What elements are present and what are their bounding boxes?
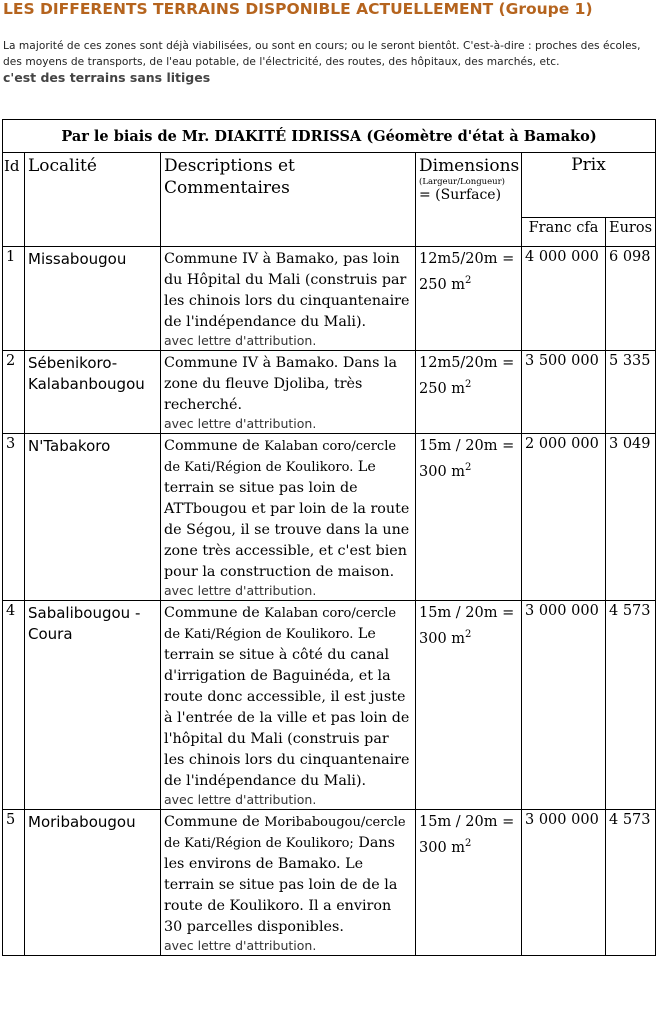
desc-location: Moribabougou/cercle de Kati/Région de Koulikoro; xyxy=(164,815,406,851)
dimensions-value: 12m5/20m = xyxy=(419,355,515,371)
desc-main: Dans les environs de Bamako. Le terrain se situe pas loin de de la route de Koulikoro. Il a environ 30 parcelles disponibles. xyxy=(164,835,398,935)
page-title: LES DIFFERENTS TERRAINS DISPONIBLE ACTUELLEMENT (Groupe 1) xyxy=(3,0,593,18)
header-id: Id xyxy=(3,153,25,247)
dimensions-value: 15m / 20m = xyxy=(419,605,515,621)
row-locality: Moribabougou xyxy=(25,810,161,956)
surface-exponent: 2 xyxy=(465,379,472,390)
desc-main: Commune IV à Bamako, pas loin du Hôpital du Mali (construis par les chinois lors du cinquantenaire de l'indépendance du Mali). xyxy=(164,251,410,330)
land-listing-table xyxy=(2,119,656,956)
row-price-eur: 6 098 xyxy=(606,247,656,351)
surface-exponent: 2 xyxy=(465,629,472,640)
dimensions-value: 15m / 20m = xyxy=(419,814,515,830)
header-dimensions-sub: (Largeur/Longueur) xyxy=(419,177,506,187)
attribution-note: avec lettre d'attribution. xyxy=(164,938,317,953)
attribution-note: avec lettre d'attribution. xyxy=(164,416,317,431)
table-row xyxy=(3,351,656,434)
row-id: 1 xyxy=(3,247,25,351)
row-description xyxy=(161,601,416,810)
row-dimensions xyxy=(416,601,522,810)
row-price-fcfa: 3 000 000 xyxy=(522,601,606,810)
surface-value: 300 m xyxy=(419,839,466,856)
header-dimensions-label: Dimensions xyxy=(419,156,520,176)
row-id: 5 xyxy=(3,810,25,956)
header-dimensions xyxy=(416,153,522,247)
row-dimensions xyxy=(416,247,522,351)
desc-lead: Commune de xyxy=(164,814,265,830)
caption-row xyxy=(3,120,656,153)
row-dimensions xyxy=(416,810,522,956)
header-price-fcfa: Franc cfa xyxy=(522,218,606,247)
surface-value: 300 m xyxy=(419,630,466,647)
attribution-note: avec lettre d'attribution. xyxy=(164,792,317,807)
row-locality: N'Tabakoro xyxy=(25,434,161,601)
table-row xyxy=(3,434,656,601)
row-price-fcfa: 3 500 000 xyxy=(522,351,606,434)
row-dimensions xyxy=(416,351,522,434)
header-price-eur: Euros xyxy=(606,218,656,247)
desc-main: Le terrain se situe pas loin de ATTbougou et par loin de la route de Ségou, il se trouve dans la une zone très accessible, et c'est bien pour la construction de maison. xyxy=(164,459,410,580)
desc-main: Le terrain se situe à côté du canal d'irrigation de Baguinéda, et la route donc accessible, il est juste à l'entrée de la ville et pas loin de l'hôpital du Mali (construis par les chinois lors du cinquantenaire de l'indépendance du Mali). xyxy=(164,626,410,789)
row-locality: Sabalibougou - Coura xyxy=(25,601,161,810)
row-price-eur: 3 049 xyxy=(606,434,656,601)
attribution-note: avec lettre d'attribution. xyxy=(164,583,317,598)
header-row xyxy=(3,153,656,218)
surface-exponent: 2 xyxy=(465,838,472,849)
header-locality: Localité xyxy=(25,153,161,247)
row-id: 4 xyxy=(3,601,25,810)
row-price-eur: 4 573 xyxy=(606,601,656,810)
header-description: Descriptions et Commentaires xyxy=(161,153,416,247)
desc-main: Commune IV à Bamako. Dans la zone du fleuve Djoliba, très recherché. xyxy=(164,355,398,413)
row-description xyxy=(161,434,416,601)
row-description xyxy=(161,351,416,434)
row-price-eur: 5 335 xyxy=(606,351,656,434)
row-price-fcfa: 4 000 000 xyxy=(522,247,606,351)
dimensions-value: 15m / 20m = xyxy=(419,438,515,454)
desc-location: Kalaban coro/cercle de Kati/Région de Koulikoro. xyxy=(164,606,397,642)
attribution-note: avec lettre d'attribution. xyxy=(164,333,317,348)
row-description xyxy=(161,247,416,351)
desc-lead: Commune de xyxy=(164,605,265,621)
row-locality: Sébenikoro-Kalabanbougou xyxy=(25,351,161,434)
row-id: 3 xyxy=(3,434,25,601)
surface-value: 250 m xyxy=(419,276,466,293)
row-description xyxy=(161,810,416,956)
row-id: 2 xyxy=(3,351,25,434)
row-price-eur: 4 573 xyxy=(606,810,656,956)
table-row xyxy=(3,810,656,956)
row-price-fcfa: 3 000 000 xyxy=(522,810,606,956)
intro-text: La majorité de ces zones sont déjà viabilisées, ou sont en cours; ou le seront bientôt. C'est-à-dire : proches des écoles, des moyens de transports, de l'eau potable, de l'électricité, des routes, des hôpitaux, des marchés, etc. xyxy=(3,40,641,68)
surface-exponent: 2 xyxy=(465,275,472,286)
table-row xyxy=(3,601,656,810)
surface-value: 300 m xyxy=(419,463,466,480)
header-dimensions-surface: = (Surface) xyxy=(419,187,502,203)
desc-lead: Commune de xyxy=(164,438,265,454)
header-price: Prix xyxy=(522,153,656,218)
table-row xyxy=(3,247,656,351)
desc-location: Kalaban coro/cercle de Kati/Région de Koulikoro. xyxy=(164,439,397,475)
row-price-fcfa: 2 000 000 xyxy=(522,434,606,601)
surface-value: 250 m xyxy=(419,380,466,397)
surface-exponent: 2 xyxy=(465,462,472,473)
intro-strong: c'est des terrains sans litiges xyxy=(3,70,211,85)
dimensions-value: 12m5/20m = xyxy=(419,251,515,267)
row-dimensions xyxy=(416,434,522,601)
table-caption: Par le biais de Mr. DIAKITÉ IDRISSA (Géomètre d'état à Bamako) xyxy=(3,120,656,153)
row-locality: Missabougou xyxy=(25,247,161,351)
